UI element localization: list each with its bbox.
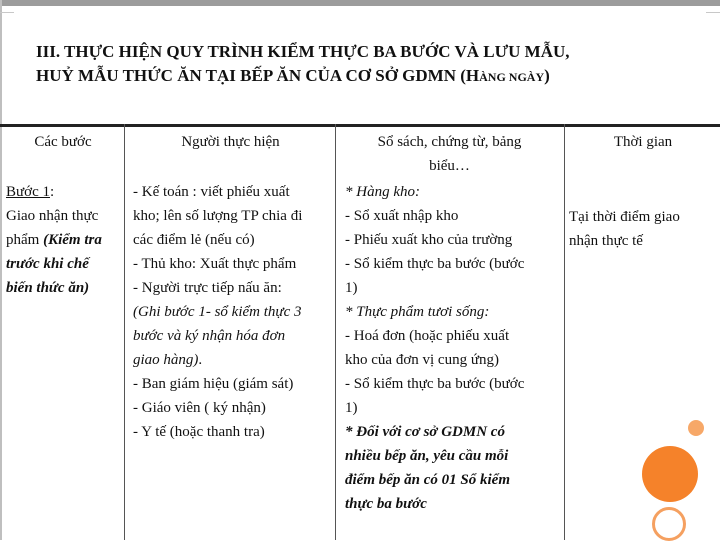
header-performer: Người thực hiện <box>181 134 280 150</box>
step-1-line-2: Giao nhận thực <box>6 208 99 224</box>
page-title <box>36 40 696 89</box>
performer-line-6: (Ghi bước 1- sổ kiểm thực 3 <box>133 304 302 320</box>
time-line-2: nhận thực tế <box>569 233 643 249</box>
records-line-13: điểm bếp ăn có 01 Sổ kiểm <box>345 472 510 488</box>
performer-line-4: - Thủ kho: Xuất thực phẩm <box>133 256 297 272</box>
performer-line-3: các điểm lẻ (nếu có) <box>133 232 255 248</box>
time-cell <box>569 205 680 253</box>
records-line-5: 1) <box>345 280 358 296</box>
records-line-6: * Thực phẩm tươi sống: <box>345 304 490 320</box>
step-1-line-4: trước khi chế <box>6 256 89 272</box>
performer-line-8-end: . <box>198 352 203 368</box>
performer-line-8: giao hàng) <box>133 352 199 368</box>
records-line-7: - Hoá đơn (hoặc phiếu xuất <box>345 328 510 344</box>
title-line-2-smallcaps: ÀNG NGÀY <box>479 70 545 84</box>
decorative-ring-circle <box>652 507 686 541</box>
header-records <box>337 130 562 178</box>
decorative-small-circle <box>688 420 704 436</box>
records-cell <box>345 180 524 516</box>
header-records-line-1: Sổ sách, chứng từ, bảng <box>377 134 522 150</box>
records-line-1: * Hàng kho: <box>345 184 420 200</box>
column-divider-1 <box>124 124 125 540</box>
frame-top-bar <box>0 0 720 6</box>
step-1-line-3-bold: (Kiểm tra <box>43 232 102 248</box>
column-divider-2 <box>335 124 336 540</box>
records-line-12: nhiều bếp ăn, yêu cầu mỗi <box>345 448 509 464</box>
header-time: Thời gian <box>613 134 673 150</box>
performer-line-9: - Ban giám hiệu (giám sát) <box>133 376 294 392</box>
records-line-3: - Phiếu xuất kho của trường <box>345 232 513 248</box>
records-line-4: - Sổ kiểm thực ba bước (bước <box>345 256 525 272</box>
records-line-8: kho của đơn vị cung ứng) <box>345 352 499 368</box>
time-line-1: Tại thời điểm giao <box>569 209 680 225</box>
table-top-rule <box>0 124 720 127</box>
header-steps: Các bước <box>34 134 92 150</box>
frame-left-bar <box>0 0 2 540</box>
performer-line-11: - Y tế (hoặc thanh tra) <box>133 424 265 440</box>
decorative-orange-circle <box>642 446 698 502</box>
step-1-colon: : <box>49 184 55 200</box>
column-divider-3 <box>564 124 565 540</box>
header-records-line-2: biểu… <box>429 158 470 174</box>
title-line-1: III. THỰC HIỆN QUY TRÌNH KIỂM THỰC BA BƯỚC VÀ LƯU MẪU, <box>36 42 570 61</box>
performer-line-7: bước và ký nhận hóa đơn <box>133 328 286 344</box>
step-1-line-5: biến thức ăn) <box>6 280 90 296</box>
step-1-label: Bước 1 <box>6 184 50 200</box>
title-line-2: HUỶ MẪU THỨC ĂN TẠI BẾP ĂN CỦA CƠ SỞ GDMN (H <box>36 66 480 85</box>
records-line-2: - Sổ xuất nhập kho <box>345 208 459 224</box>
step-1-cell <box>6 180 102 300</box>
records-line-14: thực ba bước <box>345 496 427 512</box>
step-1-line-3: phẩm <box>6 232 44 248</box>
title-line-2-end: ) <box>544 66 550 85</box>
frame-line-right <box>706 12 720 13</box>
performer-line-10: - Giáo viên ( ký nhận) <box>133 400 266 416</box>
frame-line-left <box>0 12 14 13</box>
records-line-11: * Đối với cơ sở GDMN có <box>345 424 505 440</box>
performer-line-2: kho; lên số lượng TP chia đi <box>133 208 303 224</box>
records-line-9: - Sổ kiểm thực ba bước (bước <box>345 376 525 392</box>
records-line-10: 1) <box>345 400 358 416</box>
performer-line-1: - Kế toán : viết phiếu xuất <box>133 184 290 200</box>
performer-cell <box>133 180 302 444</box>
performer-line-5: - Người trực tiếp nấu ăn: <box>133 280 282 296</box>
